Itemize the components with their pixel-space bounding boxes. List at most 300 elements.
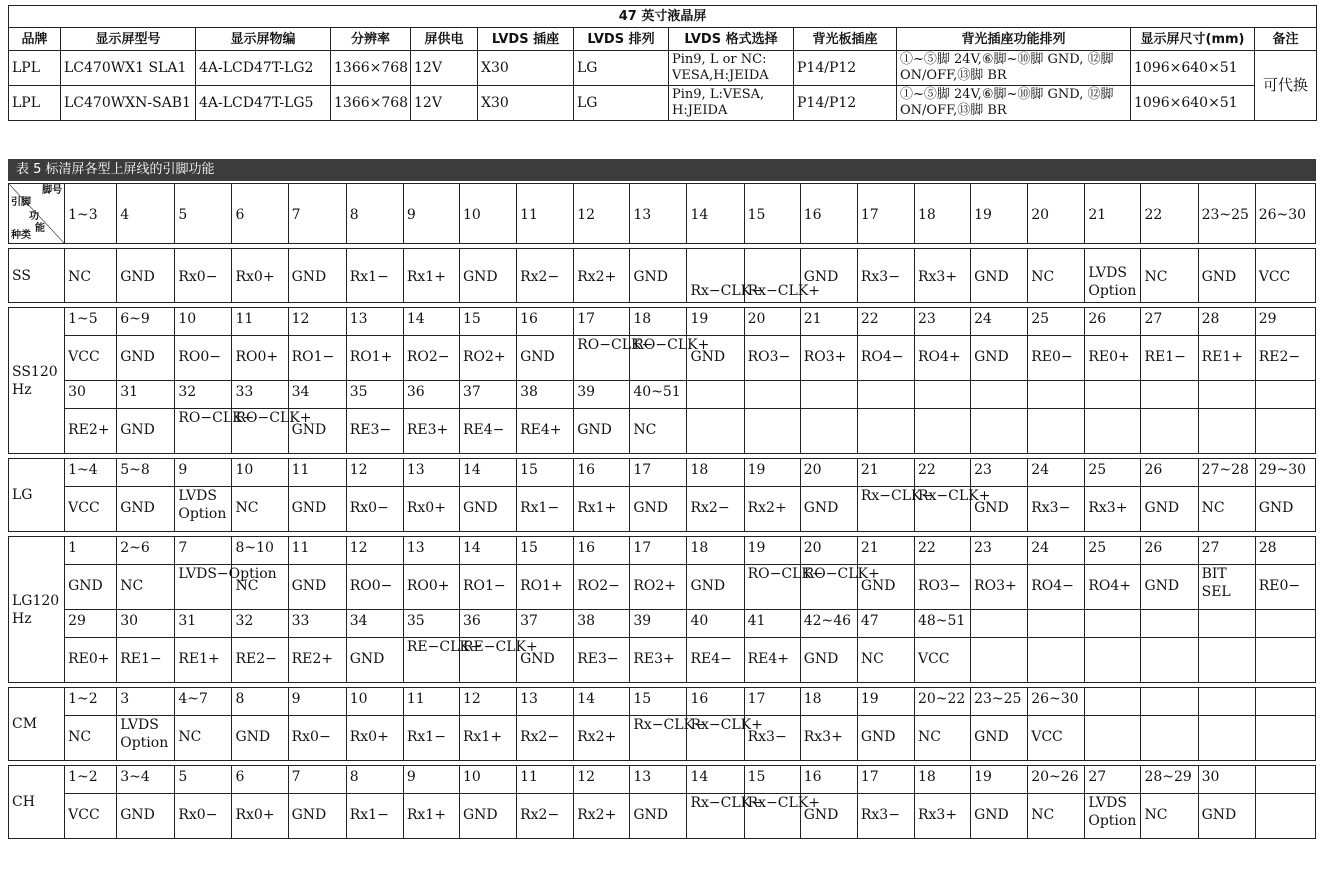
- pin-number-cell: [971, 381, 1028, 409]
- pin-function-cell: RO1+: [346, 336, 403, 381]
- pin-function-cell: RO4−: [1028, 565, 1085, 610]
- pin-function-cell: GND: [630, 794, 687, 839]
- pin-number-cell: 8~10: [232, 537, 288, 565]
- table1-cell: P14/P12: [794, 86, 897, 121]
- pin-number-cell: 17: [857, 766, 914, 794]
- pin-function-cell: GND: [1141, 565, 1198, 610]
- pin-function-cell: Rx1−: [403, 716, 459, 761]
- pin-number-cell: 24: [1028, 459, 1085, 487]
- pin-function-cell: Rx0+: [232, 794, 288, 839]
- pin-number-cell: [914, 381, 970, 409]
- lg120-row: [9, 537, 1316, 565]
- pin-number-cell: 11: [517, 184, 574, 244]
- pin-function-cell: [744, 409, 800, 454]
- pin-function-cell: RE1−: [1141, 336, 1198, 381]
- pin-number-cell: [1085, 610, 1141, 638]
- pin-function-cell: Rx2−: [517, 249, 574, 303]
- pin-number-cell: 11: [288, 537, 346, 565]
- corner-label: 脚号: [42, 185, 63, 196]
- pin-function-cell: GND: [574, 409, 630, 454]
- pin-number-cell: [744, 381, 800, 409]
- pin-number-cell: 1~2: [65, 766, 117, 794]
- pin-function-cell: [1028, 638, 1085, 683]
- pin-number-cell: 23: [971, 537, 1028, 565]
- pin-number-cell: 37: [459, 381, 516, 409]
- pin-number-cell: 5: [175, 184, 232, 244]
- pin-function-cell: RO2−: [574, 565, 630, 610]
- pin-function-cell: [1255, 794, 1315, 839]
- cm-row: [9, 716, 1316, 761]
- pin-function-cell: GND: [517, 336, 574, 381]
- pin-function-cell: [1255, 409, 1315, 454]
- pin-number-cell: 8: [346, 184, 403, 244]
- panel-type-label: LG120 Hz: [9, 537, 65, 683]
- pin-number-cell: 1~5: [65, 308, 117, 336]
- pin-function-cell: GND: [857, 716, 914, 761]
- pin-function-cell: Rx1+: [459, 716, 516, 761]
- pin-function-cell: VCC: [65, 487, 117, 532]
- pin-number-cell: 30: [65, 381, 117, 409]
- pin-number-cell: 22: [914, 537, 970, 565]
- pin-function-cell: Rx1−: [517, 487, 574, 532]
- pin-function-cell: [1255, 716, 1315, 761]
- pin-number-cell: 12: [574, 766, 630, 794]
- pin-number-cell: [1255, 766, 1315, 794]
- panel-type-label: LG: [9, 459, 65, 532]
- pin-number-cell: 39: [630, 610, 687, 638]
- pin-function-cell: GND: [65, 565, 117, 610]
- table1-cell: 1096×640×51: [1131, 86, 1255, 121]
- pin-number-cell: 14: [687, 184, 744, 244]
- pin-number-cell: 34: [346, 610, 403, 638]
- pin-function-cell: Rx0−: [346, 487, 403, 532]
- lg120-row: [9, 610, 1316, 638]
- pin-number-cell: 2~6: [117, 537, 175, 565]
- pin-number-cell: 1~3: [65, 184, 117, 244]
- table1-cell: 1366×768: [331, 86, 411, 121]
- pin-function-cell: GND: [857, 565, 914, 610]
- pin-number-cell: 17: [630, 459, 687, 487]
- corner-label: 引脚: [11, 197, 31, 208]
- pin-function-cell: Rx2−: [687, 487, 744, 532]
- table1-cell: Pin9, L:VESA, H:JEIDA: [669, 86, 794, 121]
- pin-number-cell: 12: [346, 459, 403, 487]
- table1-cell: LC470WXN-SAB1: [61, 86, 196, 121]
- pin-number-cell: 38: [517, 381, 574, 409]
- pin-number-cell: 38: [574, 610, 630, 638]
- pin-function-cell: NC: [914, 716, 970, 761]
- pin-function-cell: Rx0−: [175, 249, 232, 303]
- pin-number-cell: [1085, 381, 1141, 409]
- table1-cell: 12V: [411, 86, 478, 121]
- pin-function-cell: RE0−: [1028, 336, 1085, 381]
- pin-number-cell: 24: [1028, 537, 1085, 565]
- pin-function-cell: NC: [857, 638, 914, 683]
- pin-function-cell: Rx3−: [1028, 487, 1085, 532]
- pin-number-cell: 17: [744, 688, 800, 716]
- pin-function-cell: RE2+: [65, 409, 117, 454]
- table2-header-row: [9, 184, 1316, 244]
- pin-function-cell: Rx−CLK+: [687, 716, 744, 761]
- pin-function-cell: [1255, 638, 1315, 683]
- panel-type-label: SS120 Hz: [9, 308, 65, 454]
- table1-header-cell: 背光板插座: [794, 28, 897, 51]
- pin-function-cell: GND: [117, 487, 175, 532]
- pin-number-cell: 20~22: [914, 688, 970, 716]
- pin-number-cell: 19: [971, 184, 1028, 244]
- pin-number-cell: 20~26: [1028, 766, 1085, 794]
- pin-function-cell: RO1−: [459, 565, 516, 610]
- pin-function-cell: Rx3−: [744, 716, 800, 761]
- pin-function-cell: NC: [1198, 487, 1255, 532]
- pin-number-cell: 20: [800, 459, 857, 487]
- table1-cell: LG: [574, 51, 669, 86]
- pin-function-cell: [914, 409, 970, 454]
- pin-function-cell: Rx2+: [744, 487, 800, 532]
- table1-header-cell: 品牌: [9, 28, 61, 51]
- pin-function-cell: GND: [459, 487, 516, 532]
- pin-function-cell: NC: [232, 565, 288, 610]
- pin-number-cell: 27: [1198, 537, 1255, 565]
- pin-function-cell: Rx−CLK+: [744, 794, 800, 839]
- pin-number-cell: 18: [687, 537, 744, 565]
- pin-number-cell: 39: [574, 381, 630, 409]
- pin-function-cell: Rx1−: [346, 249, 403, 303]
- ss120-row: [9, 336, 1316, 381]
- pin-number-cell: 32: [175, 381, 232, 409]
- pin-function-cell: NC: [175, 716, 232, 761]
- lg120-row: [9, 638, 1316, 683]
- table1-header-cell: 显示屏物编: [196, 28, 331, 51]
- pin-number-cell: 22: [857, 308, 914, 336]
- pin-number-cell: 1: [65, 537, 117, 565]
- pin-number-cell: 20: [744, 308, 800, 336]
- table1-header-cell: LVDS 排列: [574, 28, 669, 51]
- lg-row: [9, 487, 1316, 532]
- pin-number-cell: 11: [403, 688, 459, 716]
- pin-number-cell: 18: [914, 184, 970, 244]
- pin-number-cell: 10: [232, 459, 288, 487]
- pin-function-cell: Rx0−: [288, 716, 346, 761]
- pin-function-cell: RE1+: [1198, 336, 1255, 381]
- pin-number-cell: 40: [687, 610, 744, 638]
- pin-number-cell: 29~30: [1255, 459, 1315, 487]
- pin-number-cell: 9: [175, 459, 232, 487]
- pin-function-cell: RO0−: [175, 336, 232, 381]
- pin-function-cell: NC: [65, 716, 117, 761]
- table1-cell: 12V: [411, 51, 478, 86]
- pin-number-cell: 25: [1085, 459, 1141, 487]
- corner-label: 能: [35, 223, 45, 234]
- pin-number-cell: 13: [403, 459, 459, 487]
- pin-number-cell: 13: [346, 308, 403, 336]
- pin-number-cell: 7: [288, 766, 346, 794]
- pin-number-cell: 8: [232, 688, 288, 716]
- pin-number-cell: 6: [232, 184, 288, 244]
- pin-number-cell: 19: [744, 537, 800, 565]
- pin-number-cell: 5~8: [117, 459, 175, 487]
- pin-number-cell: 10: [346, 688, 403, 716]
- pin-function-cell: GND: [971, 487, 1028, 532]
- table1-cell: LPL: [9, 51, 61, 86]
- pin-function-cell: GND: [288, 565, 346, 610]
- table1-header-cell: LVDS 插座: [478, 28, 574, 51]
- ch-row: [9, 794, 1316, 839]
- pin-function-cell: GND: [630, 487, 687, 532]
- pin-function-cell: RO4+: [1085, 565, 1141, 610]
- pin-function-cell: RE0+: [1085, 336, 1141, 381]
- pin-number-cell: 33: [232, 381, 288, 409]
- pin-number-cell: 15: [744, 184, 800, 244]
- pin-number-cell: 48~51: [914, 610, 970, 638]
- pin-function-cell: [800, 409, 857, 454]
- pin-number-cell: 16: [574, 537, 630, 565]
- pin-number-cell: 15: [517, 537, 574, 565]
- pin-number-cell: 27: [1141, 308, 1198, 336]
- pin-number-cell: 23~25: [1198, 184, 1255, 244]
- pin-number-cell: 11: [288, 459, 346, 487]
- pin-function-cell: [1198, 409, 1255, 454]
- pin-function-cell: GND: [800, 249, 857, 303]
- pin-function-cell: Rx2−: [517, 794, 574, 839]
- pin-function-cell: Rx0+: [346, 716, 403, 761]
- pin-number-cell: 3~4: [117, 766, 175, 794]
- pin-number-cell: 36: [459, 610, 516, 638]
- pin-function-cell: GND: [117, 794, 175, 839]
- pin-number-cell: 27: [1085, 766, 1141, 794]
- pin-number-cell: 26: [1141, 537, 1198, 565]
- corner-label: 功: [29, 211, 39, 222]
- table1-header-cell: 背光插座功能排列: [897, 28, 1131, 51]
- pin-function-cell: RO3+: [800, 336, 857, 381]
- pin-number-cell: 17: [630, 537, 687, 565]
- pin-function-cell: RO2+: [630, 565, 687, 610]
- pin-number-cell: 16: [574, 459, 630, 487]
- pin-function-cell: GND: [971, 794, 1028, 839]
- pin-function-cell: Rx3−: [857, 794, 914, 839]
- pin-function-cell: RO2−: [403, 336, 459, 381]
- pin-function-cell: RE4−: [687, 638, 744, 683]
- table1-cell: ①~⑤脚 24V,⑥脚~⑩脚 GND, ⑫脚 ON/OFF,⑬脚 BR: [897, 86, 1131, 121]
- pin-function-cell: Rx−CLK+: [744, 249, 800, 303]
- pin-number-cell: 9: [403, 184, 459, 244]
- pin-number-cell: 1~2: [65, 688, 117, 716]
- pin-function-cell: Rx−CLK−: [630, 716, 687, 761]
- pin-function-cell: RE2+: [288, 638, 346, 683]
- pin-function-cell: NC: [630, 409, 687, 454]
- pin-function-cell: LVDS Option: [1085, 249, 1141, 303]
- pin-function-cell: VCC: [65, 336, 117, 381]
- pin-function-cell: RO−CLK+: [630, 336, 687, 381]
- pin-function-cell: LVDS Option: [117, 716, 175, 761]
- pin-number-cell: 16: [687, 688, 744, 716]
- pin-function-cell: RO1−: [288, 336, 346, 381]
- pin-number-cell: 15: [630, 688, 687, 716]
- lg120-row: [9, 565, 1316, 610]
- pin-number-cell: 11: [517, 766, 574, 794]
- pin-function-cell: [1141, 638, 1198, 683]
- pin-function-cell: RO0+: [403, 565, 459, 610]
- table1-cell: 4A-LCD47T-LG2: [196, 51, 331, 86]
- pin-number-cell: 25: [1085, 537, 1141, 565]
- pin-number-cell: 35: [403, 610, 459, 638]
- pin-number-cell: 47: [857, 610, 914, 638]
- table1-cell: 4A-LCD47T-LG5: [196, 86, 331, 121]
- pin-function-cell: NC: [1141, 794, 1198, 839]
- pin-function-cell: LVDS Option: [175, 487, 232, 532]
- pin-function-cell: RO0+: [232, 336, 288, 381]
- pin-number-cell: 30: [1198, 766, 1255, 794]
- pin-number-cell: 29: [1255, 308, 1315, 336]
- pin-number-cell: [1085, 688, 1141, 716]
- pin-number-cell: 31: [117, 381, 175, 409]
- pin-function-cell: NC: [117, 565, 175, 610]
- pin-number-cell: [971, 610, 1028, 638]
- pin-function-cell: GND: [288, 487, 346, 532]
- pin-function-cell: GND: [800, 638, 857, 683]
- pin-function-cell: RE3+: [630, 638, 687, 683]
- pin-number-cell: 26~30: [1028, 688, 1085, 716]
- pin-function-cell: GND: [1198, 249, 1255, 303]
- pin-function-cell: [971, 638, 1028, 683]
- pin-function-cell: [971, 409, 1028, 454]
- pin-function-cell: RE0+: [65, 638, 117, 683]
- table1-remark: 可代换: [1255, 51, 1317, 121]
- pin-number-cell: 4: [117, 184, 175, 244]
- pin-function-cell: Rx0+: [232, 249, 288, 303]
- pin-function-cell: NC: [65, 249, 117, 303]
- pin-function-cell: RO1+: [517, 565, 574, 610]
- pin-number-cell: 1~4: [65, 459, 117, 487]
- pin-number-cell: 13: [630, 184, 687, 244]
- pin-number-cell: 19: [687, 308, 744, 336]
- corner-cell: [9, 184, 65, 244]
- pin-function-cell: Rx1−: [346, 794, 403, 839]
- pin-number-cell: 36: [403, 381, 459, 409]
- table1-header-cell: 显示屏尺寸(mm): [1131, 28, 1255, 51]
- ss120-row: [9, 308, 1316, 336]
- pin-function-cell: Rx2+: [574, 716, 630, 761]
- pin-number-cell: 14: [459, 537, 516, 565]
- lcd-47-inch-table: [8, 5, 1317, 121]
- table1-cell: 1366×768: [331, 51, 411, 86]
- pin-number-cell: 13: [517, 688, 574, 716]
- pin-number-cell: 14: [403, 308, 459, 336]
- panel-type-label: SS: [9, 249, 65, 303]
- pin-function-cell: GND: [800, 794, 857, 839]
- pin-number-cell: 33: [288, 610, 346, 638]
- pin-function-cell: Rx−CLK−: [857, 487, 914, 532]
- pin-function-cell: GND: [687, 336, 744, 381]
- pin-function-cell: GND: [800, 487, 857, 532]
- pin-number-cell: 41: [744, 610, 800, 638]
- pin-number-cell: 17: [574, 308, 630, 336]
- pin-function-cell: [1085, 716, 1141, 761]
- pin-number-cell: [1255, 688, 1315, 716]
- pin-number-cell: 13: [630, 766, 687, 794]
- pin-function-cell: RE−CLK−: [403, 638, 459, 683]
- pin-function-cell: Rx1+: [574, 487, 630, 532]
- pin-function-cell: Rx−CLK−: [687, 794, 744, 839]
- pin-function-cell: RE3+: [403, 409, 459, 454]
- pin-function-cell: RO3+: [971, 565, 1028, 610]
- pin-function-cell: Rx−CLK−: [687, 249, 744, 303]
- pin-function-table: [8, 183, 1316, 839]
- pin-number-cell: 13: [403, 537, 459, 565]
- panel-type-label: CH: [9, 766, 65, 839]
- pin-function-cell: RE−CLK+: [459, 638, 516, 683]
- pin-function-cell: [687, 409, 744, 454]
- pin-number-cell: 22: [1141, 184, 1198, 244]
- ss120-row: [9, 381, 1316, 409]
- pin-function-cell: Rx2−: [517, 716, 574, 761]
- pin-function-cell: RE4−: [459, 409, 516, 454]
- pin-number-cell: 20: [1028, 184, 1085, 244]
- pin-number-cell: 12: [288, 308, 346, 336]
- pin-function-cell: GND: [630, 249, 687, 303]
- pin-number-cell: [1141, 688, 1198, 716]
- pin-function-cell: GND: [117, 249, 175, 303]
- pin-number-cell: 40~51: [630, 381, 687, 409]
- pin-number-cell: 19: [857, 688, 914, 716]
- pin-number-cell: 21: [800, 308, 857, 336]
- pin-number-cell: 30: [117, 610, 175, 638]
- pin-function-cell: RE3−: [574, 638, 630, 683]
- pin-number-cell: 20: [800, 537, 857, 565]
- pin-function-cell: Rx1+: [403, 249, 459, 303]
- pin-function-cell: NC: [1028, 794, 1085, 839]
- pin-number-cell: 6~9: [117, 308, 175, 336]
- pin-function-cell: BIT SEL: [1198, 565, 1255, 610]
- pin-function-cell: Rx3+: [1085, 487, 1141, 532]
- pin-function-cell: RO−CLK+: [800, 565, 857, 610]
- ss120-row: [9, 409, 1316, 454]
- table1-cell: ①~⑤脚 24V,⑥脚~⑩脚 GND, ⑫脚 ON/OFF,⑬脚 BR: [897, 51, 1131, 86]
- pin-function-cell: [1198, 638, 1255, 683]
- pin-function-cell: GND: [1255, 487, 1315, 532]
- pin-function-cell: GND: [288, 794, 346, 839]
- pin-function-cell: LVDS Option: [1085, 794, 1141, 839]
- pin-function-cell: VCC: [1255, 249, 1315, 303]
- pin-number-cell: 12: [574, 184, 630, 244]
- pin-number-cell: 15: [744, 766, 800, 794]
- pin-function-cell: Rx3+: [800, 716, 857, 761]
- pin-number-cell: 14: [687, 766, 744, 794]
- pin-number-cell: 18: [914, 766, 970, 794]
- pin-function-cell: [857, 409, 914, 454]
- pin-number-cell: 42~46: [800, 610, 857, 638]
- pin-function-cell: RO0−: [346, 565, 403, 610]
- pin-function-cell: GND: [117, 336, 175, 381]
- pin-number-cell: [687, 381, 744, 409]
- table1-cell: X30: [478, 86, 574, 121]
- pin-number-cell: [1141, 381, 1198, 409]
- table1-cell: 1096×640×51: [1131, 51, 1255, 86]
- pin-number-cell: 27~28: [1198, 459, 1255, 487]
- pin-number-cell: 11: [232, 308, 288, 336]
- pin-number-cell: 34: [288, 381, 346, 409]
- pin-function-cell: RE4+: [744, 638, 800, 683]
- pin-number-cell: [1028, 381, 1085, 409]
- pin-function-cell: RO3−: [744, 336, 800, 381]
- cm-row: [9, 688, 1316, 716]
- pin-number-cell: 31: [175, 610, 232, 638]
- pin-number-cell: 26~30: [1255, 184, 1315, 244]
- pin-function-cell: RO3−: [914, 565, 970, 610]
- pin-function-cell: GND: [1198, 794, 1255, 839]
- pin-function-cell: Rx2+: [574, 249, 630, 303]
- pin-function-cell: GND: [232, 716, 288, 761]
